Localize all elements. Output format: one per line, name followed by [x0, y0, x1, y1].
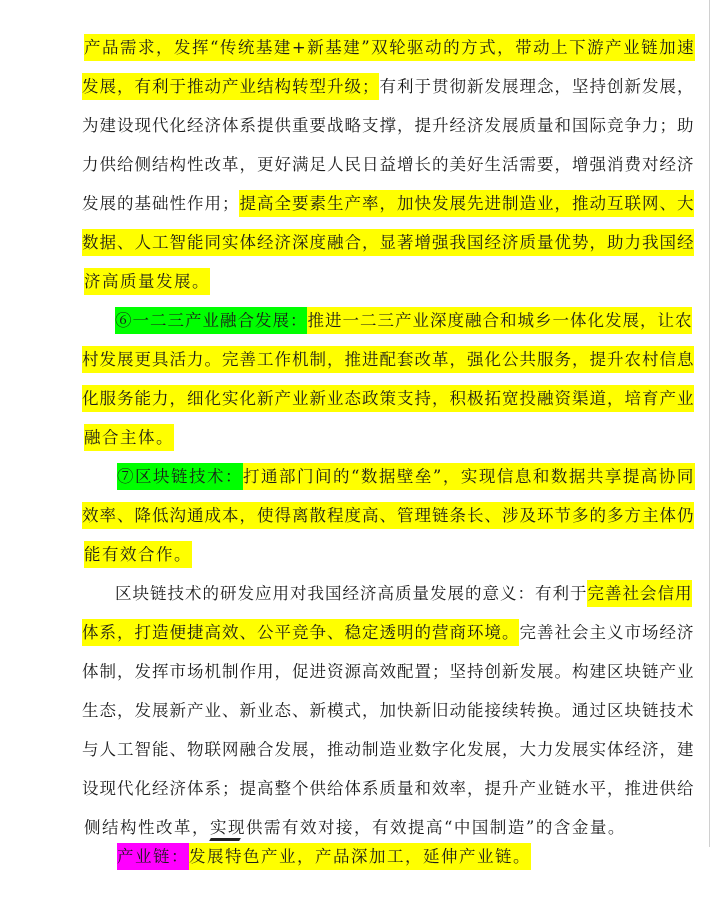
text-line-3 — [57, 84, 695, 135]
plain-text: 发展的基础性作用； — [81, 194, 240, 213]
plain-text: 力供给侧结构性改革，更好满足人民日益增长的美好生活需要，增强消费对经济 — [81, 155, 695, 174]
highlighted-text: 产品需求，发挥“传统基建+新基建”双轮驱动的方式，带动上下游产业链加速 — [84, 34, 695, 61]
plain-text: 完善社会主义市场经济 — [519, 623, 695, 642]
highlighted-text: 体系，打造便捷高效、公平竞争、稳定透明的营商环境。 — [82, 619, 520, 646]
highlighted-text: 效率、降低沟通成本，使得离散程度高、管理链条长、涉及环节多的多方主体仍 — [82, 502, 695, 529]
highlighted-text: 村发展更具活力。完善工作机制，推进配套改革，强化公共服务，提升农村信息 — [82, 346, 695, 373]
text-line-5 — [57, 162, 695, 213]
highlighted-text: 完善社会信用 — [587, 580, 692, 607]
text-line-14 — [57, 513, 192, 564]
plain-text: 生态，发展新产业、新业态、新模式，加快新旧动能接续转换。通过区块链技术 — [81, 701, 695, 720]
text-line-22 — [90, 815, 531, 866]
page-edge-rule — [709, 0, 710, 847]
text-line-10 — [57, 357, 695, 408]
plain-text: 区块链技术的研发应用对我国经济高质量发展的意义：有利于 — [114, 584, 588, 603]
section-heading-6: ⑥一二三产业融合发展： — [115, 307, 308, 334]
plain-text: 为建设现代化经济体系提供重要战略支撑，提升经济发展质量和国际竞争力；助 — [81, 116, 695, 135]
cursor-mark — [209, 838, 241, 841]
highlighted-text: 化服务能力，细化实化新产业新业态政策支持，积极拓宽投融资渠道，培育产业 — [82, 385, 695, 412]
plain-text: 与人工智能、物联网融合发展，推动制造业数字化发展，大力发展实体经济，建 — [81, 740, 695, 759]
highlighted-text: 能有效合作。 — [84, 541, 192, 568]
text-line-17 — [57, 630, 695, 681]
section-heading-7: ⑦区块链技术： — [117, 463, 243, 490]
text-line-4 — [57, 123, 695, 174]
text-line-6 — [57, 201, 695, 252]
text-line-20 — [57, 747, 695, 798]
plain-text: 侧结构性改革，实现供需有效对接，有效提高“中国制造”的含金量。 — [83, 818, 626, 837]
highlighted-text: 推进一二三产业深度融合和城乡一体化发展，让农 — [307, 307, 692, 334]
plain-text: 有利于贯彻新发展理念，坚持创新发展， — [379, 77, 695, 96]
highlighted-text: 融合主体。 — [84, 424, 174, 451]
highlighted-text: 打通部门间的“数据壁垒”，实现信息和数据共享提高协同 — [243, 463, 695, 490]
plain-text: 设现代化经济体系；提高整个供给体系质量和效率，提升产业链水平，推进供给 — [81, 779, 695, 798]
plain-text: 体制，发挥市场机制作用，促进资源高效配置；坚持创新发展。构建区块链产业 — [81, 662, 695, 681]
text-line-7 — [57, 240, 210, 291]
text-line-15 — [90, 552, 693, 603]
text-line-2 — [57, 45, 695, 96]
text-line-11 — [57, 396, 174, 447]
highlighted-text: 发展，有利于推动产业结构转型升级； — [82, 73, 380, 100]
text-line-13 — [57, 474, 695, 525]
highlighted-text: 提高全要素生产率，加快发展先进制造业，推动互联网、大 — [239, 190, 694, 217]
text-line-21 — [57, 786, 626, 837]
highlighted-text: 发展特色产业，产品深加工，延伸产业链。 — [189, 843, 531, 870]
text-line-9 — [57, 318, 695, 369]
text-line-19 — [57, 708, 695, 759]
highlighted-text: 数据、人工智能同实体经济深度融合，显著增强我国经济质量优势，助力我国经 — [82, 229, 695, 256]
text-line-1 — [57, 6, 696, 57]
text-line-18 — [57, 669, 695, 720]
text-line-16 — [57, 591, 695, 642]
section-heading-industry-chain: 产业链： — [117, 843, 189, 870]
text-line-12 — [90, 435, 695, 486]
text-line-8 — [90, 279, 693, 330]
highlighted-text: 济高质量发展。 — [84, 268, 210, 295]
